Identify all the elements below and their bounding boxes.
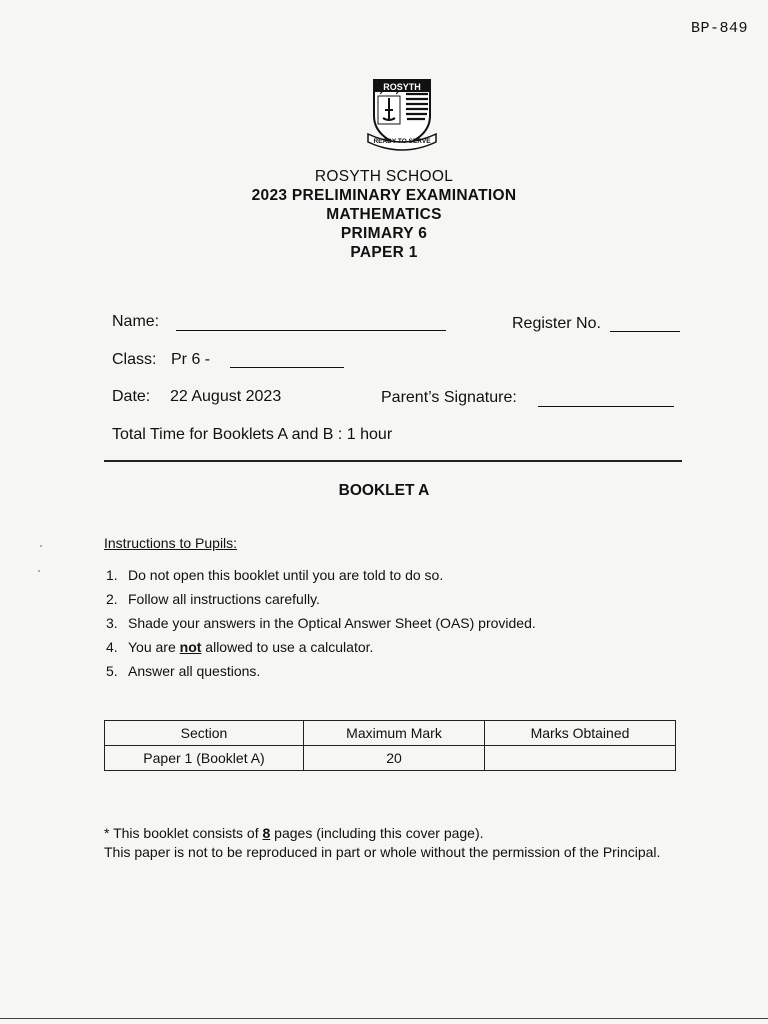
instruction-number: 1. bbox=[106, 567, 118, 583]
instruction-item bbox=[106, 639, 373, 655]
instruction-item bbox=[106, 663, 260, 679]
header-section: Section bbox=[105, 721, 304, 746]
svg-text:ROSYTH: ROSYTH bbox=[383, 82, 421, 92]
marks-table bbox=[104, 720, 676, 771]
school-name: ROSYTH SCHOOL bbox=[314, 168, 454, 185]
document-code: BP-849 bbox=[690, 20, 748, 37]
instruction-emphasis: not bbox=[179, 639, 202, 655]
cell-marks-obtained[interactable] bbox=[485, 746, 676, 771]
header-marks-obtained: Marks Obtained bbox=[485, 721, 676, 746]
table-row bbox=[105, 746, 676, 771]
register-label: Register No. bbox=[512, 315, 601, 332]
signature-field[interactable] bbox=[538, 406, 674, 407]
instruction-text: Follow all instructions carefully. bbox=[128, 591, 320, 607]
svg-text:READY TO SERVE: READY TO SERVE bbox=[373, 138, 431, 145]
instruction-number: 3. bbox=[106, 615, 118, 631]
table-header-row bbox=[105, 721, 676, 746]
class-label: Class: bbox=[112, 351, 157, 368]
instruction-text: Shade your answers in the Optical Answer Sheet (OAS) provided. bbox=[128, 615, 536, 631]
paper-title: PAPER 1 bbox=[350, 244, 418, 261]
instruction-number: 5. bbox=[106, 663, 118, 679]
instruction-number: 4. bbox=[106, 639, 118, 655]
instruction-text: Do not open this booklet until you are told to do so. bbox=[128, 567, 444, 583]
instruction-item bbox=[106, 591, 320, 607]
instruction-text-pre: You are bbox=[128, 639, 180, 655]
date-label: Date: bbox=[112, 388, 151, 405]
header-maximum-mark: Maximum Mark bbox=[304, 721, 485, 746]
instruction-item bbox=[106, 615, 536, 631]
page-count-pre: * This booklet consists of bbox=[104, 825, 263, 841]
booklet-title: BOOKLET A bbox=[338, 482, 430, 499]
class-field[interactable] bbox=[230, 367, 344, 368]
instruction-number: 2. bbox=[106, 591, 118, 607]
name-field[interactable] bbox=[176, 330, 446, 331]
instruction-text: Answer all questions. bbox=[128, 663, 261, 679]
level-title: PRIMARY 6 bbox=[340, 225, 428, 242]
instruction-text-post: allowed to use a calculator. bbox=[201, 639, 374, 655]
cell-section: Paper 1 (Booklet A) bbox=[105, 746, 304, 771]
date-value: 22 August 2023 bbox=[170, 388, 282, 405]
cell-maximum-mark: 20 bbox=[304, 746, 485, 771]
signature-label: Parent’s Signature: bbox=[381, 389, 517, 406]
copyright-note: This paper is not to be reproduced in part or whole without the permission of the Principal. bbox=[104, 844, 661, 860]
page-count-number: 8 bbox=[262, 825, 271, 841]
register-field[interactable] bbox=[610, 331, 680, 332]
divider bbox=[104, 460, 682, 462]
page-count-note bbox=[104, 825, 484, 841]
name-label: Name: bbox=[112, 313, 160, 330]
school-crest-logo bbox=[366, 76, 438, 152]
instructions-title: Instructions to Pupils: bbox=[104, 535, 238, 551]
scan-speck bbox=[40, 545, 42, 547]
subject-title: MATHEMATICS bbox=[326, 206, 442, 223]
instruction-item bbox=[106, 567, 443, 583]
exam-title: 2023 PRELIMINARY EXAMINATION bbox=[251, 187, 517, 204]
scan-edge-line bbox=[0, 1018, 768, 1019]
class-value: Pr 6 - bbox=[171, 351, 211, 368]
total-time: Total Time for Booklets A and B : 1 hour bbox=[112, 426, 393, 443]
page-count-post: pages (including this cover page). bbox=[270, 825, 484, 841]
scan-speck bbox=[38, 570, 40, 572]
